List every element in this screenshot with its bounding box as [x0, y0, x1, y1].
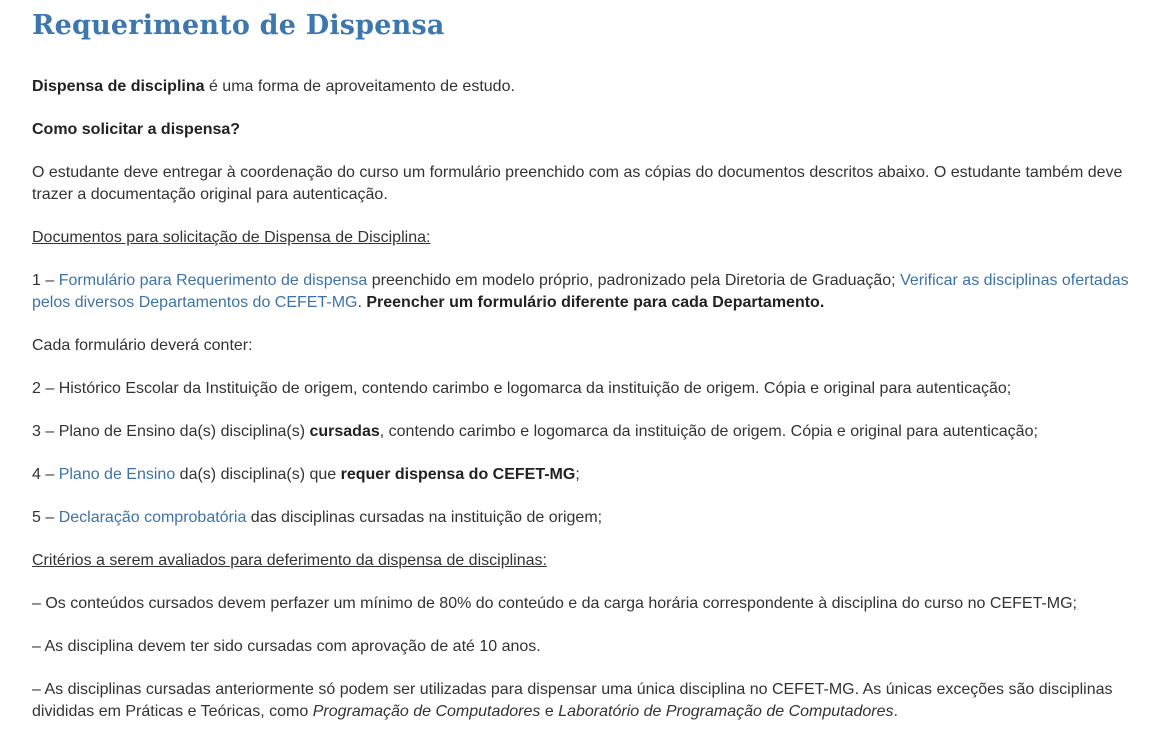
- item-1-mid: preenchido em modelo próprio, padronizado pela Diretoria de Graduação;: [367, 272, 901, 289]
- page-title: Requerimento de Dispensa: [32, 10, 445, 41]
- question-text: Como solicitar a dispensa?: [32, 121, 241, 138]
- criterion-3: [32, 679, 1131, 723]
- item-4: [32, 464, 1131, 486]
- documents-heading: [32, 227, 1131, 249]
- item-5-prefix: 5 –: [32, 509, 59, 526]
- item-4-bold: requer dispensa do CEFET-MG: [340, 466, 576, 483]
- item-4-mid: da(s) disciplina(s) que: [175, 466, 341, 483]
- criterion-3-text: – As disciplinas cursadas anteriormente só podem ser utilizadas para dispensar uma única disciplina no CEFET-MG. As únicas exceções são disciplinas divididas em Práticas e Teóricas, como: [32, 681, 1113, 720]
- documents-heading-text: Documentos para solicitação de Dispensa de Disciplina:: [32, 229, 431, 246]
- teaching-plan-link[interactable]: Plano de Ensino: [58, 466, 176, 483]
- item-1: [32, 270, 1131, 314]
- item-5: [32, 507, 1131, 529]
- criterion-3-em1: Programação de Computadores: [312, 703, 541, 720]
- item-3: [32, 421, 1131, 443]
- item-3-rest: , contendo carimbo e logomarca da instituição de origem. Cópia e original para autenticação;: [379, 423, 1038, 440]
- intro-bold: Dispensa de disciplina: [32, 78, 205, 95]
- item-5-rest: das disciplinas cursadas na instituição de origem;: [246, 509, 603, 526]
- instructions-paragraph: O estudante deve entregar à coordenação do curso um formulário preenchido com as cópias do documentos descritos abaixo. O estudante também deve trazer a documentação original para autenticação.: [32, 164, 1123, 203]
- criterion-3-mid: e: [540, 703, 559, 720]
- each-form-text: Cada formulário deverá conter:: [32, 337, 253, 354]
- criterion-3-end: .: [893, 703, 898, 720]
- item-1-after-link: .: [357, 294, 367, 311]
- check-disciplines-link[interactable]: Verificar as disciplinas ofertadas pelos diversos Departamentos do CEFET-MG: [32, 272, 1129, 311]
- question-heading: [32, 119, 1131, 141]
- form-request-link[interactable]: Formulário para Requerimento de dispensa: [58, 272, 368, 289]
- criteria-heading-text: Critérios a serem avaliados para deferimento da dispensa de disciplinas:: [32, 552, 547, 569]
- criteria-heading: [32, 550, 1131, 572]
- criterion-1: – Os conteúdos cursados devem perfazer um mínimo de 80% do conteúdo e da carga horária correspondente à disciplina do curso no CEFET-MG;: [32, 595, 1077, 612]
- item-1-prefix: 1 –: [32, 272, 59, 289]
- item-2: 2 – Histórico Escolar da Instituição de origem, contendo carimbo e logomarca da instituição de origem. Cópia e original para autenticação;: [32, 380, 1012, 397]
- item-3-bold: cursadas: [309, 423, 380, 440]
- criterion-2: – As disciplina devem ter sido cursadas com aprovação de até 10 anos.: [32, 638, 541, 655]
- item-4-prefix: 4 –: [32, 466, 59, 483]
- intro-text: é uma forma de aproveitamento de estudo.: [204, 78, 515, 95]
- item-3-prefix: 3 – Plano de Ensino da(s) disciplina(s): [32, 423, 310, 440]
- item-1-bold: Preencher um formulário diferente para cada Departamento.: [366, 294, 825, 311]
- criterion-3-em2: Laboratório de Programação de Computadores: [558, 703, 894, 720]
- item-4-rest: ;: [575, 466, 580, 483]
- intro-paragraph: [32, 76, 1131, 98]
- declaration-link[interactable]: Declaração comprobatória: [58, 509, 247, 526]
